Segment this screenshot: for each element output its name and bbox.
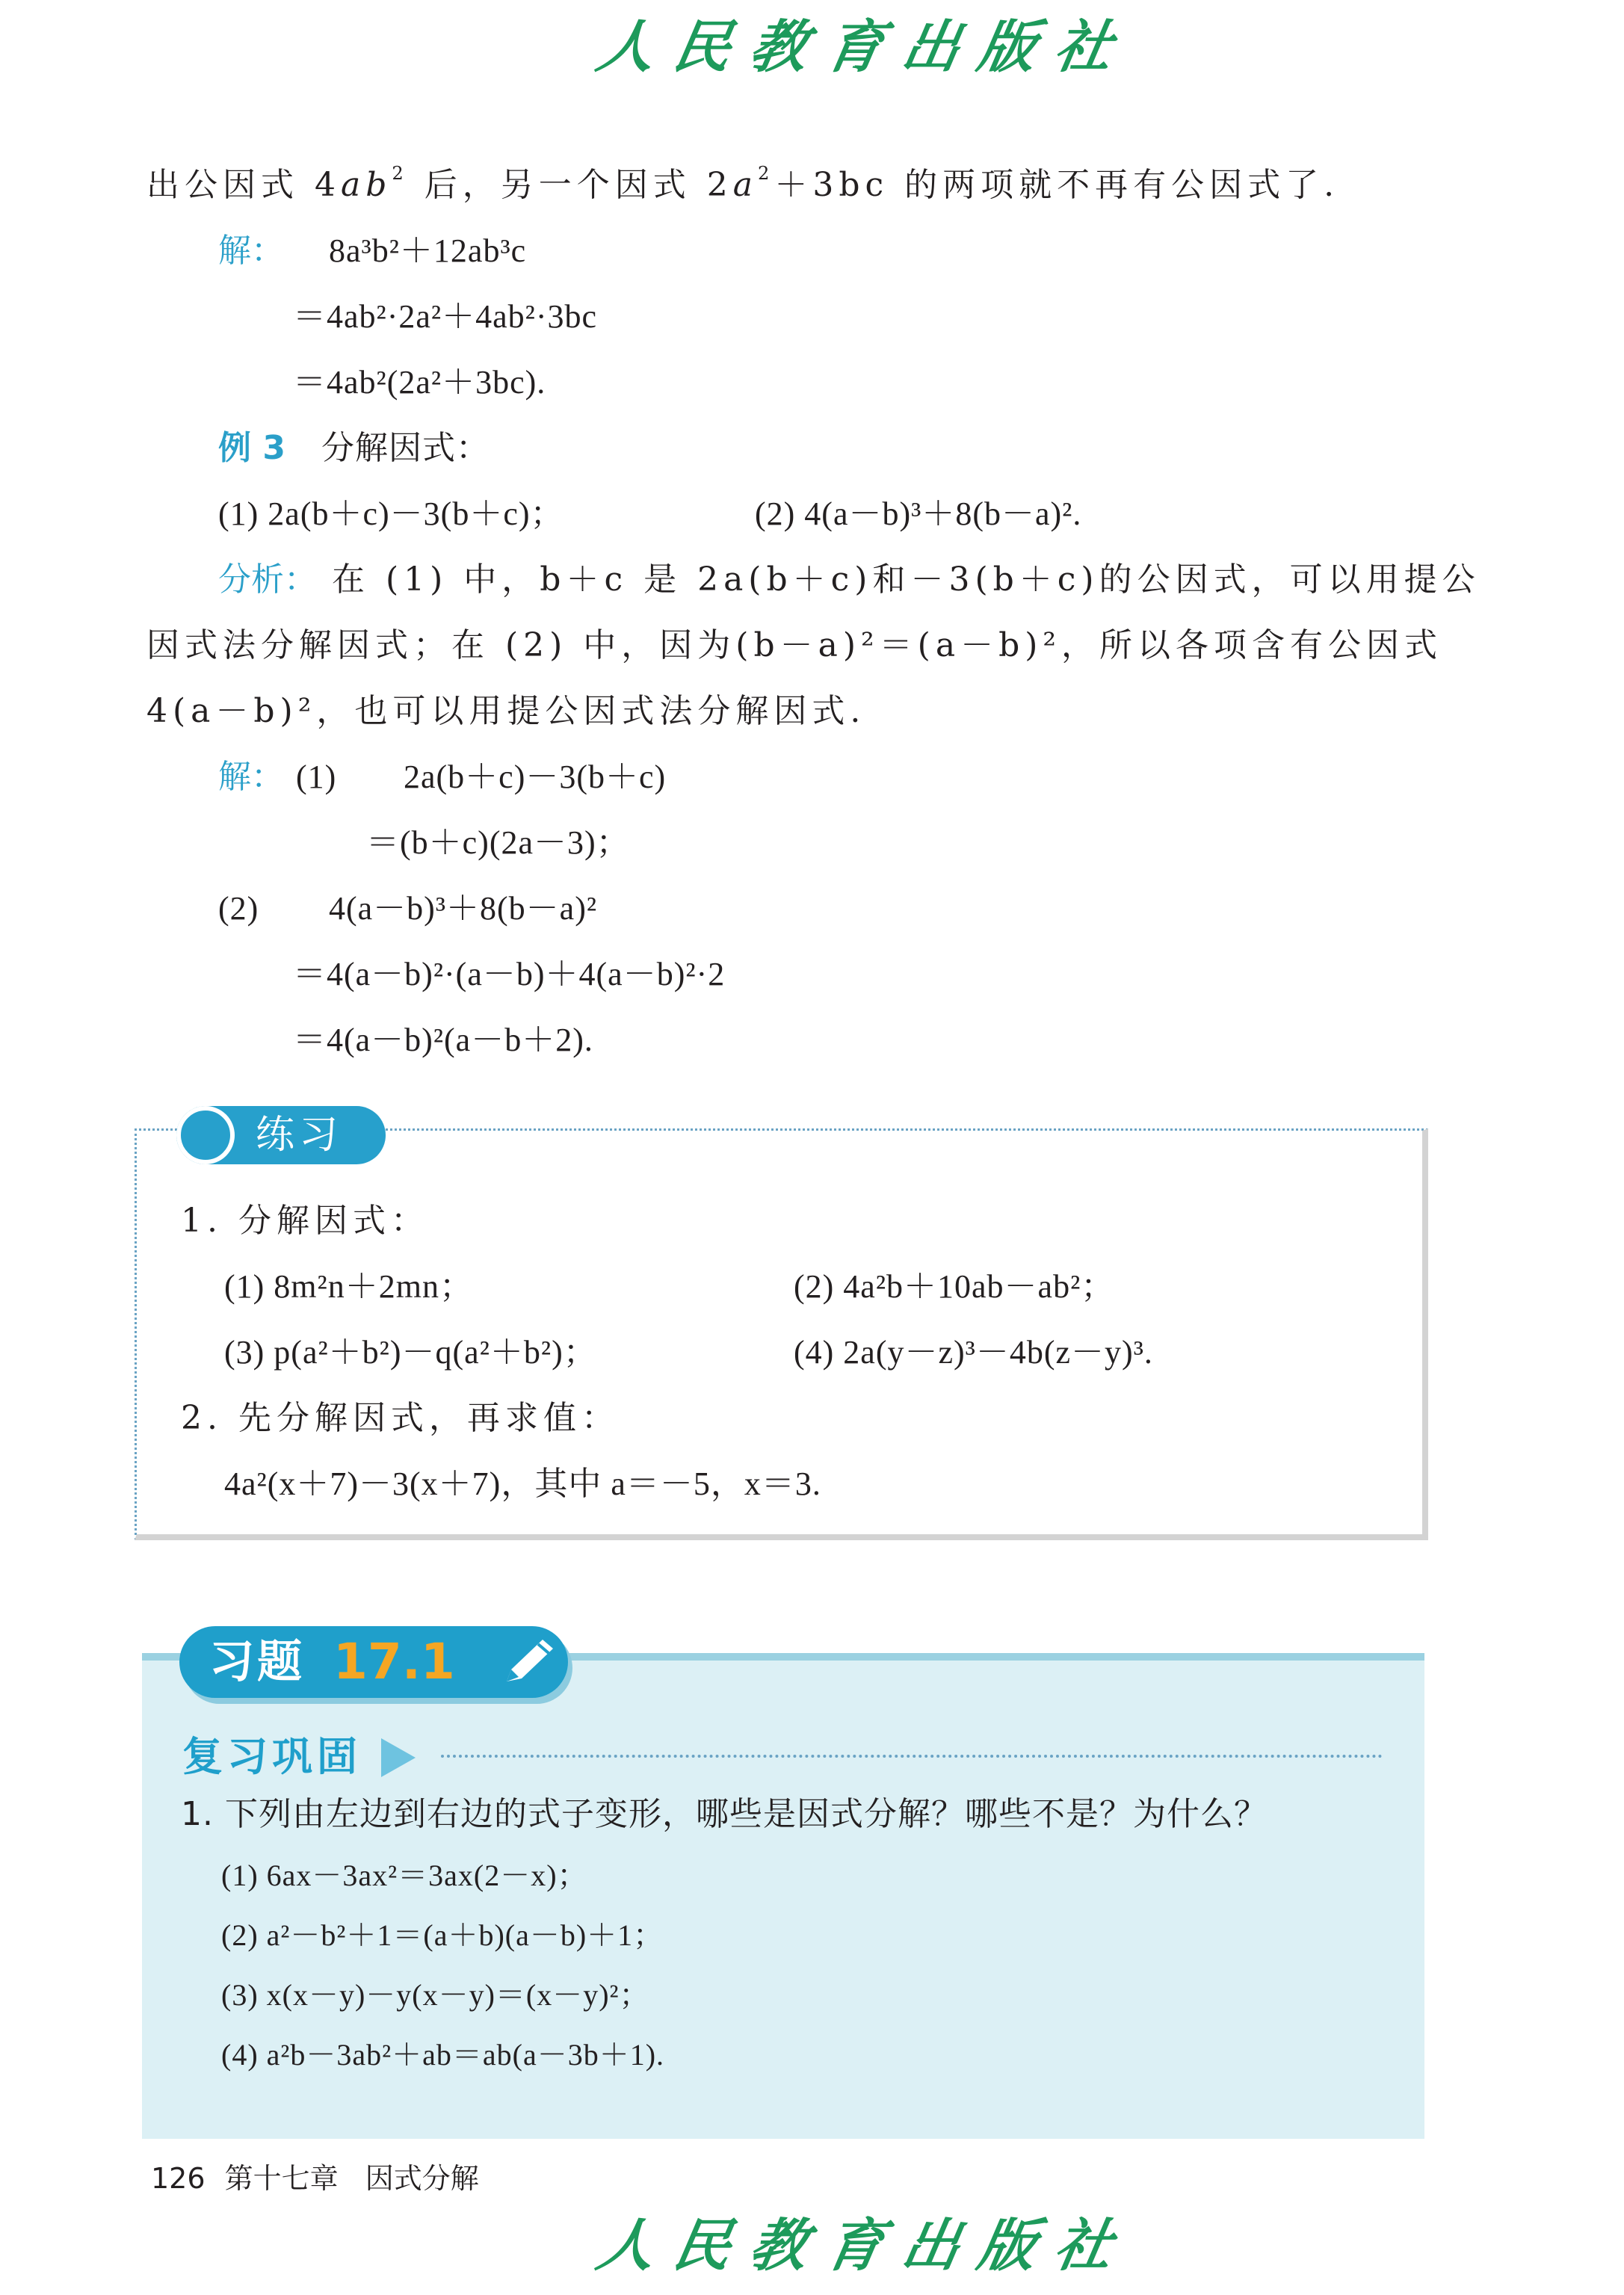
solution2-part1-line2: ＝(b＋c)(2a－3)； xyxy=(366,824,630,861)
review-dotted-line xyxy=(441,1755,1383,1758)
practice-q1: 1. 分解因式： xyxy=(181,1202,429,1240)
review-heading: 复习巩固 xyxy=(182,1733,362,1780)
solution2-part2-tag: (2) xyxy=(218,890,259,927)
footer-chapter: 第十七章 xyxy=(224,2162,339,2195)
example3-part1: (1) 2a(b＋c)－3(b＋c)； xyxy=(218,495,564,532)
practice-tab-label: 练习 xyxy=(256,1113,343,1158)
exercise-q1-4: (4) a²b－3ab²＋ab＝ab(a－3b＋1). xyxy=(221,2038,665,2072)
analysis-label: 分析： xyxy=(218,560,317,599)
example3-label: 例 3 xyxy=(218,429,285,467)
exercises-tab-label: 习题 xyxy=(209,1636,305,1688)
exercises-tab xyxy=(179,1626,568,1698)
pencil-icon xyxy=(499,1637,559,1689)
practice-q1-4: (4) 2a(y－z)³－4b(z－y)³. xyxy=(794,1334,1153,1371)
solution2-part2-line3: ＝4(a－b)²(a－b＋2). xyxy=(293,1022,593,1058)
page-footer xyxy=(151,2160,479,2197)
solution2-part1-line1: 2a(b＋c)－3(b＋c) xyxy=(404,759,667,795)
practice-q2: 2. 先分解因式，再求值： xyxy=(181,1399,620,1437)
solution2-part2-line2: ＝4(a－b)²·(a－b)＋4(a－b)²·2 xyxy=(293,956,726,992)
solution1-line3: ＝4ab²(2a²＋3bc). xyxy=(293,364,546,401)
solution2-part1-tag: (1) xyxy=(296,759,337,795)
practice-tab xyxy=(176,1106,386,1164)
exercise-q1-2: (2) a²－b²＋1＝(a＋b)(a－b)＋1； xyxy=(221,1918,664,1952)
solution-label: 解： xyxy=(218,232,284,270)
example3-title: 分解因式： xyxy=(321,429,490,467)
exercise-q1: 1. 下列由左边到右边的式子变形，哪些是因式分解？哪些不是？为什么？ xyxy=(181,1795,1268,1833)
intro-line: 出公因式 $4ab^2$ 后，另一个因式 $2a^2+3bc$ 的两项就不再有公因式了. xyxy=(146,163,1340,204)
practice-q2-1: 4a²(x＋7)－3(x＋7)，其中 a＝－5，x＝3. xyxy=(224,1465,821,1502)
example3-part2: (2) 4(a－b)³＋8(b－a)². xyxy=(755,495,1082,532)
publisher-header: 人民教育出版社 xyxy=(592,13,1137,80)
review-arrow-icon xyxy=(381,1738,416,1777)
footer-title: 因式分解 xyxy=(365,2162,479,2195)
page-number: 126 xyxy=(151,2162,206,2195)
practice-q1-2: (2) 4a²b＋10ab－ab²； xyxy=(794,1268,1115,1305)
exercise-q1-1: (1) 6ax－3ax²＝3ax(2－x)； xyxy=(221,1859,588,1892)
solution2-label: 解： xyxy=(218,758,284,796)
publisher-footer: 人民教育出版社 xyxy=(592,2212,1137,2279)
analysis-line3: 4(a－b)²，也可以用提公因式法分解因式. xyxy=(146,692,866,730)
exercises-tab-number: 17.1 xyxy=(333,1633,455,1690)
analysis-line1: 在 (1) 中，b＋c 是 2a(b＋c)和－3(b＋c)的公因式，可以用提公 xyxy=(332,560,1481,599)
practice-check-icon xyxy=(176,1106,235,1164)
solution2-part2-line1: 4(a－b)³＋8(b－a)² xyxy=(329,890,598,927)
practice-q1-1: (1) 8m²n＋2mn； xyxy=(224,1268,473,1305)
practice-q1-3: (3) p(a²＋b²)－q(a²＋b²)； xyxy=(224,1334,597,1371)
solution1-line1: 8a³b²＋12ab³c xyxy=(329,232,527,269)
analysis-line2: 因式法分解因式；在 (2) 中，因为(b－a)²＝(a－b)²，所以各项含有公因式 xyxy=(146,626,1443,664)
exercise-q1-3: (3) x(x－y)－y(x－y)＝(x－y)²； xyxy=(221,1978,650,2012)
solution1-line2: ＝4ab²·2a²＋4ab²·3bc xyxy=(293,298,597,335)
